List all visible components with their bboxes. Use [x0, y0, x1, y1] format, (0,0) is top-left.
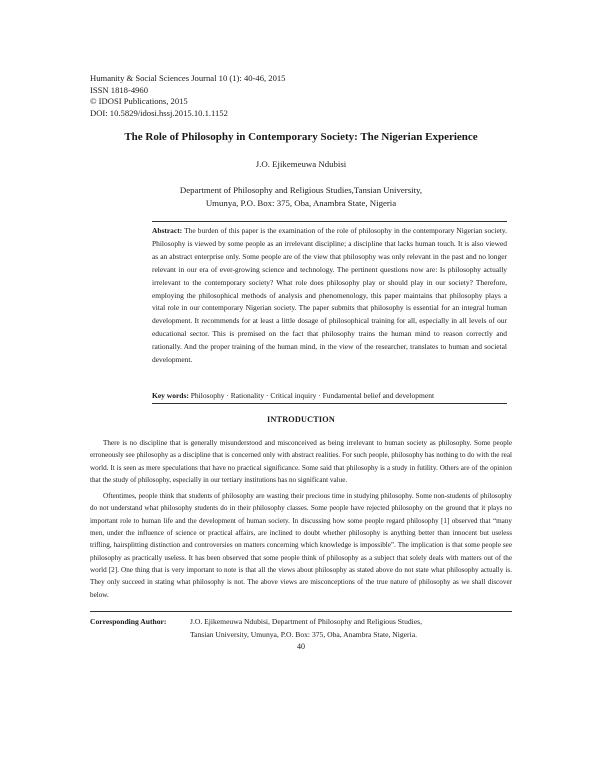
abstract-block	[152, 225, 507, 367]
introduction-body	[90, 437, 512, 605]
journal-citation: Humanity & Social Sciences Journal 10 (1): 40-46, 2015	[90, 73, 286, 83]
corresponding-author-block	[90, 616, 422, 641]
corresponding-author-line-1: J.O. Ejikemeuwa Ndubisi, Department of Philosophy and Religious Studies,	[190, 617, 423, 626]
corresponding-author-label: Corresponding Author:	[90, 617, 167, 626]
journal-issn: ISSN 1818-4960	[90, 84, 149, 95]
author-name: J.O. Ejikemeuwa Ndubisi	[255, 159, 347, 169]
journal-doi: DOI: 10.5829/idosi.hssj.2015.10.1.1152	[90, 107, 228, 118]
page-number: 40	[297, 642, 305, 651]
corresponding-author-line-2: Tansian University, Umunya, P.O. Box: 375, Oba, Anambra State, Nigeria.	[190, 629, 417, 639]
paragraph: Oftentimes, people think that students of philosophy are wasting their precious time in studying philosophy. Some non-students of philosophy do not understand what philosophy students do in their philosophy classes. Some people have rejected philosophy on the ground that it plays no important role to human life and the development of human society. In discussing how some people regard philosophy [1] observed that “many men, under the influence of science or practical affairs, are inclined to doubt whether philosophy is anything better than innocent but useless trifling, hairsplitting distinction and controversies on matters concerning which knowledge is impossible”. The implication is that some people see philosophy as practically useless. It has been observed that some people think of philosophy as a subject that solely deals with matters out of the world [2]. One thing that is very important to note is that all the views about philosophy as stated above do not state what philosophy actually is. They only succeed in stating what philosophy is not. The above views are misconceptions of the true nature of philosophy as we shall discover below.	[90, 492, 512, 599]
affiliation-line-2: Umunya, P.O. Box: 375, Oba, Anambra State, Nigeria	[205, 197, 397, 208]
abstract-top-rule	[152, 221, 507, 222]
journal-header	[90, 73, 285, 119]
affiliation-line-1: Department of Philosophy and Religious Studies,Tansian University,	[179, 185, 423, 195]
author-affiliation	[90, 184, 512, 209]
paper-title: The Role of Philosophy in Contemporary Society: The Nigerian Experience	[124, 131, 478, 143]
abstract-label: Abstract:	[152, 226, 183, 235]
journal-publisher: © IDOSI Publications, 2015	[90, 96, 188, 106]
keywords-text: Philosophy · Rationality · Critical inquiry · Fundamental belief and development	[190, 391, 435, 400]
keywords-label: Key words:	[152, 391, 189, 400]
keywords-block	[152, 391, 507, 400]
section-heading-introduction: INTRODUCTION	[267, 415, 335, 424]
keywords-bottom-rule	[152, 403, 507, 404]
abstract-text: The burden of this paper is the examination of the role of philosophy in the contemporary Nigerian society. Philosophy is viewed by some people as an irrelevant discipline; a discipline that lacks human touch. It is also viewed as an abstract enterprise only. Some people are of the view that philosophy was only relevant in the past and no longer relevant in our era of ever-growing science and technology. The pertinent questions now are: Is philosophy actually irrelevant to the contemporary society? What role does philosophy play or should play in our society? Therefore, employing the philosophical methods of analysis and phenomenology, this paper maintains that philosophy plays a vital role in our contemporary Nigerian society. The paper submits that philosophy is essential for an integral human development. It recommends for at least a little dosage of philosophical training for all, especially in all levels of our educational sector. This is premised on the fact that philosophy trains the human mind to reason correctly and rationally. And the proper training of the human mind, in the view of the researcher, translates to human and societal development.	[152, 226, 507, 365]
footer-rule	[90, 611, 512, 612]
paragraph: There is no discipline that is generally misunderstood and misconceived as being irrelevant to human society as philosophy. Some people erroneously see philosophy as a discipline that is concerned only with abstract realities. For such people, philosophy has nothing to do with the real world. It is seen as mere speculations that have no practical significance. Some said that philosophy is a study in futility. Others are of the opinion that the study of philosophy, especially in our tertiary institutions has no significant value.	[90, 439, 512, 484]
